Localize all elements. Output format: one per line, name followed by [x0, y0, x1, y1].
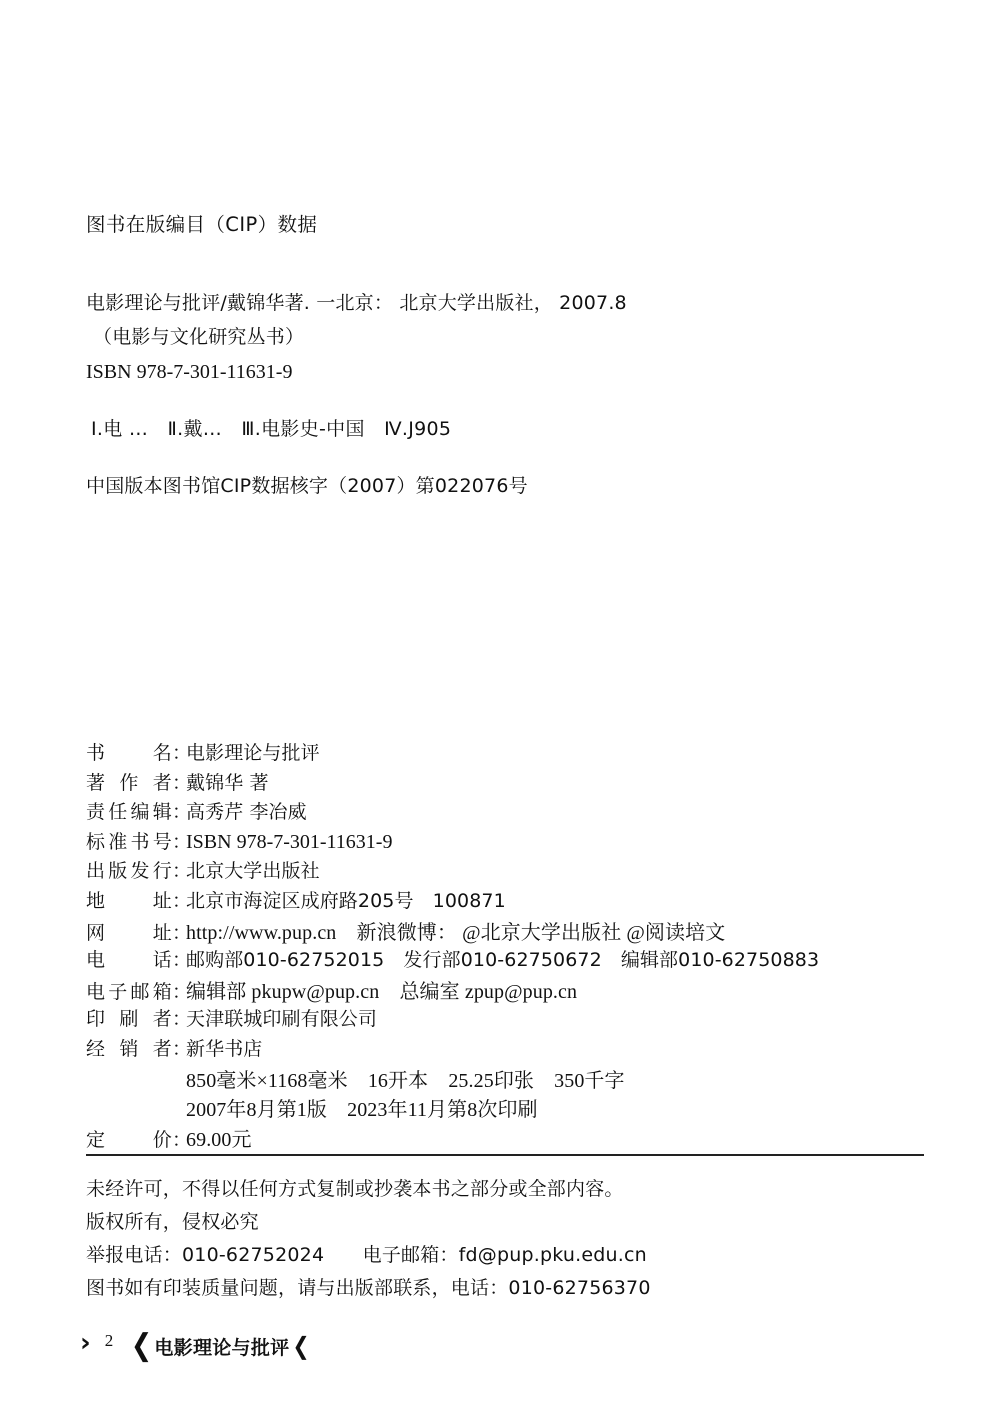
footer-open-bracket-icon: ›	[80, 1328, 91, 1358]
cip-record-number-line: 中国版本图书馆CIP数据核字（2007）第022076号	[86, 474, 528, 497]
colophon-row-value: http://www.pup.cn 新浪微博： @北京大学出版社 @阅读培文	[186, 921, 726, 944]
colophon-row-label: 定价	[86, 1128, 172, 1151]
colophon-row-value: 北京大学出版社	[186, 860, 320, 883]
copyright-notice-block	[86, 1173, 926, 1304]
colophon-row	[86, 975, 926, 1005]
colophon-row-value: 电影理论与批评	[186, 742, 320, 764]
page-footer	[80, 1322, 312, 1362]
colophon-row-colon: ：	[172, 830, 192, 853]
colophon-row-colon: ：	[172, 771, 192, 794]
cip-isbn-line: ISBN 978-7-301-11631-9	[86, 360, 293, 383]
colophon-row-value: 2007年8月第1版 2023年11月第8次印刷	[186, 1099, 538, 1122]
colophon-row-label: 书名	[86, 742, 172, 764]
colophon-row-colon: ：	[172, 860, 192, 883]
colophon-row-colon: ：	[172, 1128, 192, 1151]
colophon-row-label: 电话	[86, 949, 172, 972]
colophon-row-colon: ：	[172, 1008, 192, 1031]
colophon-row	[86, 797, 926, 827]
colophon-row	[86, 1093, 926, 1123]
copyright-notice-line: 未经许可，不得以任何方式复制或抄袭本书之部分或全部内容。	[86, 1178, 624, 1200]
cip-data-block	[86, 210, 926, 501]
colophon-row-colon: ：	[172, 921, 192, 944]
colophon-row-label: 地址	[86, 889, 172, 912]
colophon-row-value: 新华书店	[186, 1037, 263, 1060]
colophon-row	[86, 827, 926, 857]
copyright-notice-line: 版权所有，侵权必究	[86, 1210, 259, 1233]
colophon-row-value: 戴锦华 著	[186, 771, 269, 794]
colophon-row-colon: ：	[172, 742, 192, 764]
cip-series-line: （电影与文化研究丛书）	[93, 326, 305, 349]
colophon-row	[86, 856, 926, 886]
colophon-row-colon: ：	[172, 801, 192, 824]
cip-classification-line: Ⅰ.电 … Ⅱ.戴… Ⅲ.电影史-中国 Ⅳ.J905	[91, 418, 452, 441]
colophon-row	[86, 768, 926, 798]
chevron-right-icon: ❮	[292, 1332, 311, 1360]
colophon-row-value: 北京市海淀区成府路205号 100871	[186, 889, 506, 912]
section-divider	[86, 1154, 924, 1156]
page-number: 2	[104, 1331, 114, 1350]
colophon-row-value: ISBN 978-7-301-11631-9	[186, 830, 393, 853]
colophon-row-value: 邮购部010-62752015 发行部010-62750672 编辑部010-62750883	[186, 949, 820, 972]
colophon-row-value: 69.00元	[186, 1128, 252, 1151]
colophon-row-value: 850毫米×1168毫米 16开本 25.25印张 350千字	[186, 1069, 625, 1092]
colophon-row-value: 天津联城印刷有限公司	[186, 1008, 378, 1031]
colophon-row-label: 标准书号	[86, 830, 172, 853]
colophon-row-label: 出版发行	[86, 860, 172, 883]
cip-title-line: 电影理论与批评/戴锦华著. 一北京： 北京大学出版社， 2007.8	[86, 292, 627, 315]
colophon-row-colon: ：	[172, 980, 192, 1003]
copyright-notice-line: 图书如有印装质量问题，请与出版部联系，电话：010-62756370	[86, 1276, 651, 1299]
colophon-row-value: 高秀芹 李冶威	[186, 801, 307, 824]
colophon-row	[86, 1034, 926, 1064]
colophon-row-label: 经销者	[86, 1037, 172, 1060]
running-title: 电影理论与批评	[154, 1337, 290, 1359]
colophon-row-label: 网址	[86, 921, 172, 944]
colophon-row-value: 编辑部 pkupw@pup.cn 总编室 zpup@pup.cn	[186, 980, 578, 1003]
cip-heading: 图书在版编目（CIP）数据	[86, 213, 318, 236]
colophon-row	[86, 1123, 926, 1153]
colophon-row-colon: ：	[172, 889, 192, 912]
colophon-row	[86, 945, 926, 975]
colophon-row	[86, 886, 926, 916]
colophon-row	[86, 1064, 926, 1094]
colophon-row	[86, 916, 926, 946]
colophon-row-colon: ：	[172, 1037, 192, 1060]
colophon-row-label: 责任编辑	[86, 801, 172, 824]
colophon-row-label: 电子邮箱	[86, 980, 172, 1003]
chevron-left-icon: ❮	[131, 1328, 153, 1363]
colophon-row-colon: ：	[172, 949, 192, 972]
copyright-notice-line: 举报电话：010-62752024 电子邮箱：fd@pup.pku.edu.cn	[86, 1243, 647, 1266]
colophon-row-label: 印刷者	[86, 1008, 172, 1031]
colophon-row-label: 著作者	[86, 771, 172, 794]
colophon-row	[86, 1004, 926, 1034]
colophon-block	[86, 738, 926, 1152]
colophon-row	[86, 738, 926, 768]
